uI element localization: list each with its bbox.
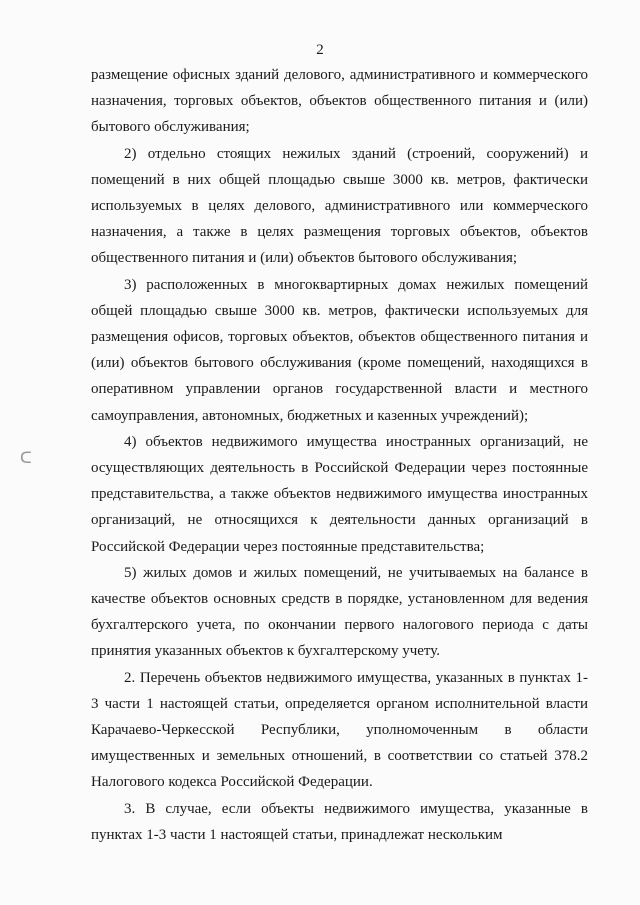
page-number: 2 [316,42,324,58]
paragraph-item-2: 2) отдельно стоящих нежилых зданий (строений, сооружений) и помещений в них общей площадью свыше 3000 кв. метров, фактически используемых в целях делового, административного или коммерческого назначения, а также в целях размещения торговых объектов, объектов общественного питания и (или) объектов бытового обслуживания; [91,145,588,267]
paragraph-continuation: размещение офисных зданий делового, административного и коммерческого назначения, торговых объектов, объектов общественного питания и (или) бытового обслуживания; [91,67,588,136]
paragraph-part-2: 2. Перечень объектов недвижимого имущества, указанных в пунктах 1-3 части 1 настоящей статьи, определяется органом исполнительной власти Карачаево-Черкесской Республики, уполномоченным в области имущественных и земельных отношений, в соответствии со статьей 378.2 Налогового кодекса Российской Федерации. [91,669,588,791]
scan-edge-mark: ᑕ [20,450,32,467]
paragraph-part-3: 3. В случае, если объекты недвижимого имущества, указанные в пунктах 1-3 части 1 настоящей статьи, принадлежат нескольким [91,800,588,843]
paragraph-item-4: 4) объектов недвижимого имущества иностранных организаций, не осуществляющих деятельность в Российской Федерации через постоянные представительства, а также объектов недвижимого имущества иностранных организаций, не относящихся к деятельности данных организаций в Российской Федерации через постоянные представительства; [91,433,588,555]
paragraph-item-5: 5) жилых домов и жилых помещений, не учитываемых на балансе в качестве объектов основных средств в порядке, установленном для ведения бухгалтерского учета, по окончании первого налогового периода с даты принятия указанных объектов к бухгалтерскому учету. [91,564,588,660]
paragraph-item-3: 3) расположенных в многоквартирных домах нежилых помещений общей площадью свыше 3000 кв. метров, фактически используемых для размещения офисов, торговых объектов, объектов общественного питания и (или) объектов бытового обслуживания (кроме помещений, находящихся в оперативном управлении органов государственной власти и местного самоуправления, автономных, бюджетных и казенных учреждений); [91,276,588,424]
document-body [91,62,588,848]
